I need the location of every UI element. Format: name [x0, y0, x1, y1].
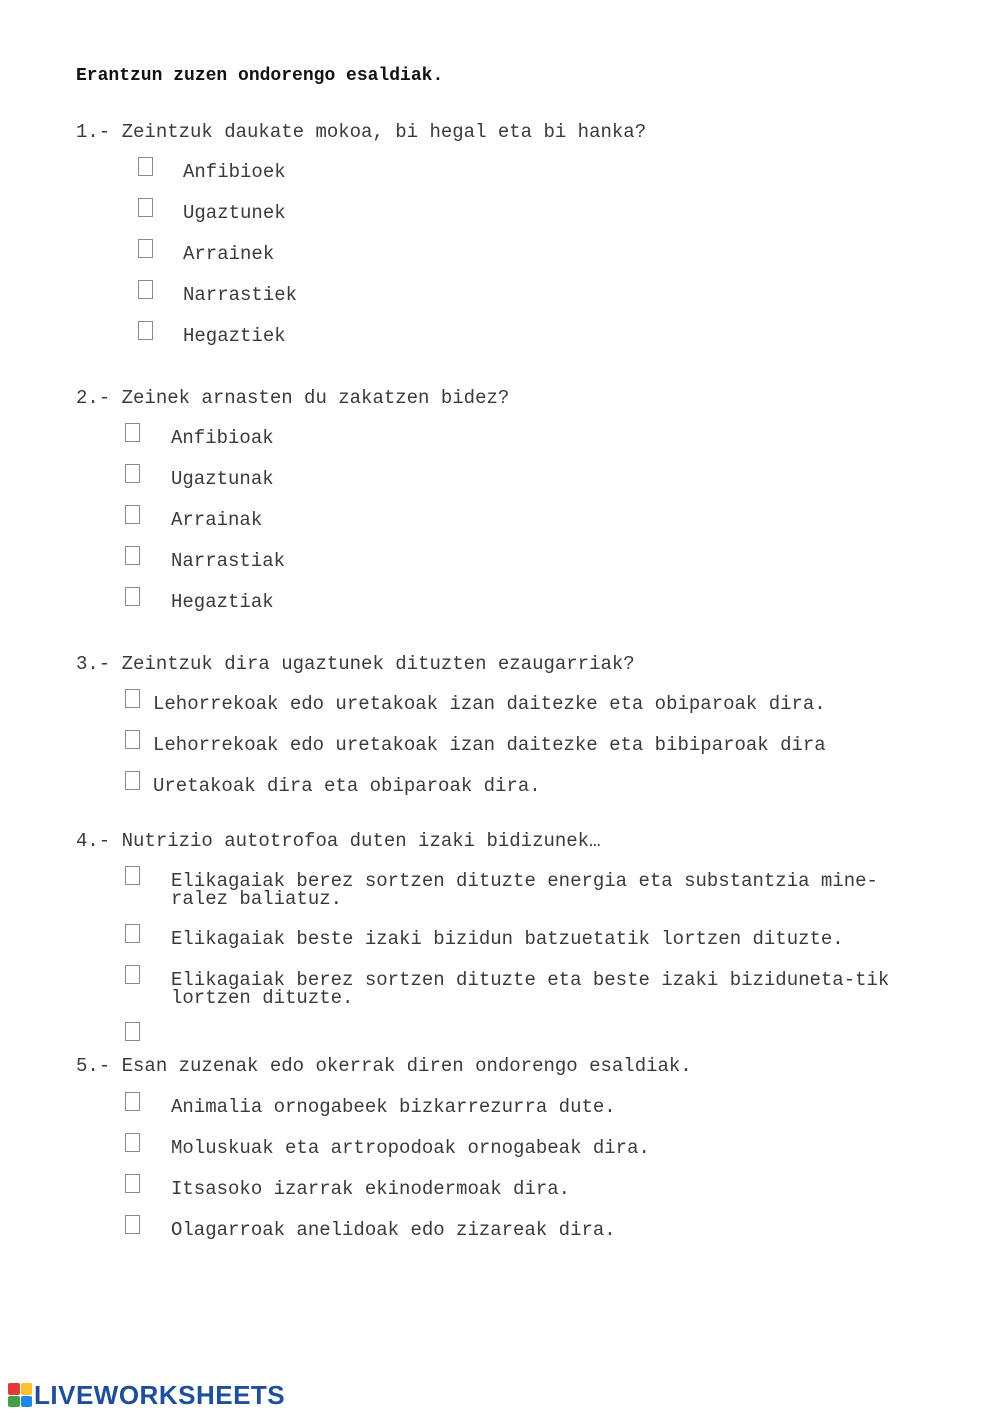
q5-option-1: Animalia ornogabeek bizkarrezurra dute. [171, 1096, 616, 1118]
q4-option-1: Elikagaiak berez sortzen dituzte energia eta substantzia mine-ralez baliatuz. [171, 870, 878, 910]
logo-mark-square [21, 1396, 33, 1408]
q5-checkbox-3[interactable] [125, 1174, 140, 1193]
q2-checkbox-5[interactable] [125, 587, 140, 606]
q4-checkbox-4[interactable] [125, 1022, 140, 1041]
logo-mark-square [21, 1383, 33, 1395]
q5-option-3: Itsasoko izarrak ekinodermoak dira. [171, 1178, 571, 1200]
q4-checkbox-2[interactable] [125, 924, 140, 943]
q3-option-2: Lehorrekoak edo uretakoak izan daitezke eta bibiparoak dira [153, 734, 826, 756]
logo-mark-square [8, 1383, 20, 1395]
q5-checkbox-1[interactable] [125, 1092, 140, 1111]
q4-checkbox-1[interactable] [125, 866, 140, 885]
q2-checkbox-2[interactable] [125, 464, 140, 483]
logo-mark-square [8, 1396, 20, 1408]
question-3: 3.- Zeintzuk dira ugaztunek dituzten ezaugarriak? [76, 653, 635, 675]
q1-checkbox-1[interactable] [138, 157, 153, 176]
q1-option-2: Ugaztunek [183, 202, 286, 224]
q2-option-1: Anfibioak [171, 427, 274, 449]
page-title: Erantzun zuzen ondorengo esaldiak. [76, 66, 444, 86]
liveworksheets-logo [8, 1380, 285, 1410]
q2-option-2: Ugaztunak [171, 468, 274, 490]
q1-option-1: Anfibioek [183, 161, 286, 183]
q2-option-5: Hegaztiak [171, 591, 274, 613]
question-5: 5.- Esan zuzenak edo okerrak diren ondorengo esaldiak. [76, 1055, 692, 1077]
q5-option-2: Moluskuak eta artropodoak ornogabeak dira. [171, 1137, 650, 1159]
q3-option-1: Lehorrekoak edo uretakoak izan daitezke eta obiparoak dira. [153, 693, 826, 715]
q2-checkbox-4[interactable] [125, 546, 140, 565]
q5-option-4: Olagarroak anelidoak edo zizareak dira. [171, 1219, 616, 1241]
q1-checkbox-4[interactable] [138, 280, 153, 299]
q2-checkbox-1[interactable] [125, 423, 140, 442]
q5-checkbox-4[interactable] [125, 1215, 140, 1234]
q1-checkbox-3[interactable] [138, 239, 153, 258]
logo-text: LIVEWORKSHEETS [34, 1379, 286, 1410]
q2-option-3: Arrainak [171, 509, 263, 531]
q4-checkbox-3[interactable] [125, 965, 140, 984]
logo-mark-icon [8, 1383, 32, 1407]
q1-checkbox-2[interactable] [138, 198, 153, 217]
q1-option-4: Narrastiek [183, 284, 298, 306]
question-1: 1.- Zeintzuk daukate mokoa, bi hegal eta bi hanka? [76, 121, 647, 143]
q1-option-3: Arrainek [183, 243, 275, 265]
q1-checkbox-5[interactable] [138, 321, 153, 340]
q1-option-5: Hegaztiek [183, 325, 286, 347]
q2-option-4: Narrastiak [171, 550, 286, 572]
q3-checkbox-1[interactable] [125, 689, 140, 708]
q4-option-3: Elikagaiak berez sortzen dituzte eta beste izaki biziduneta-tik lortzen dituzte. [171, 969, 890, 1009]
q3-option-3: Uretakoak dira eta obiparoak dira. [153, 775, 541, 797]
question-2: 2.- Zeinek arnasten du zakatzen bidez? [76, 387, 510, 409]
q4-option-2: Elikagaiak beste izaki bizidun batzuetatik lortzen dituzte. [171, 928, 844, 950]
q2-checkbox-3[interactable] [125, 505, 140, 524]
q3-checkbox-2[interactable] [125, 730, 140, 749]
question-4: 4.- Nutrizio autotrofoa duten izaki bidizunek… [76, 830, 601, 852]
q5-checkbox-2[interactable] [125, 1133, 140, 1152]
q3-checkbox-3[interactable] [125, 771, 140, 790]
